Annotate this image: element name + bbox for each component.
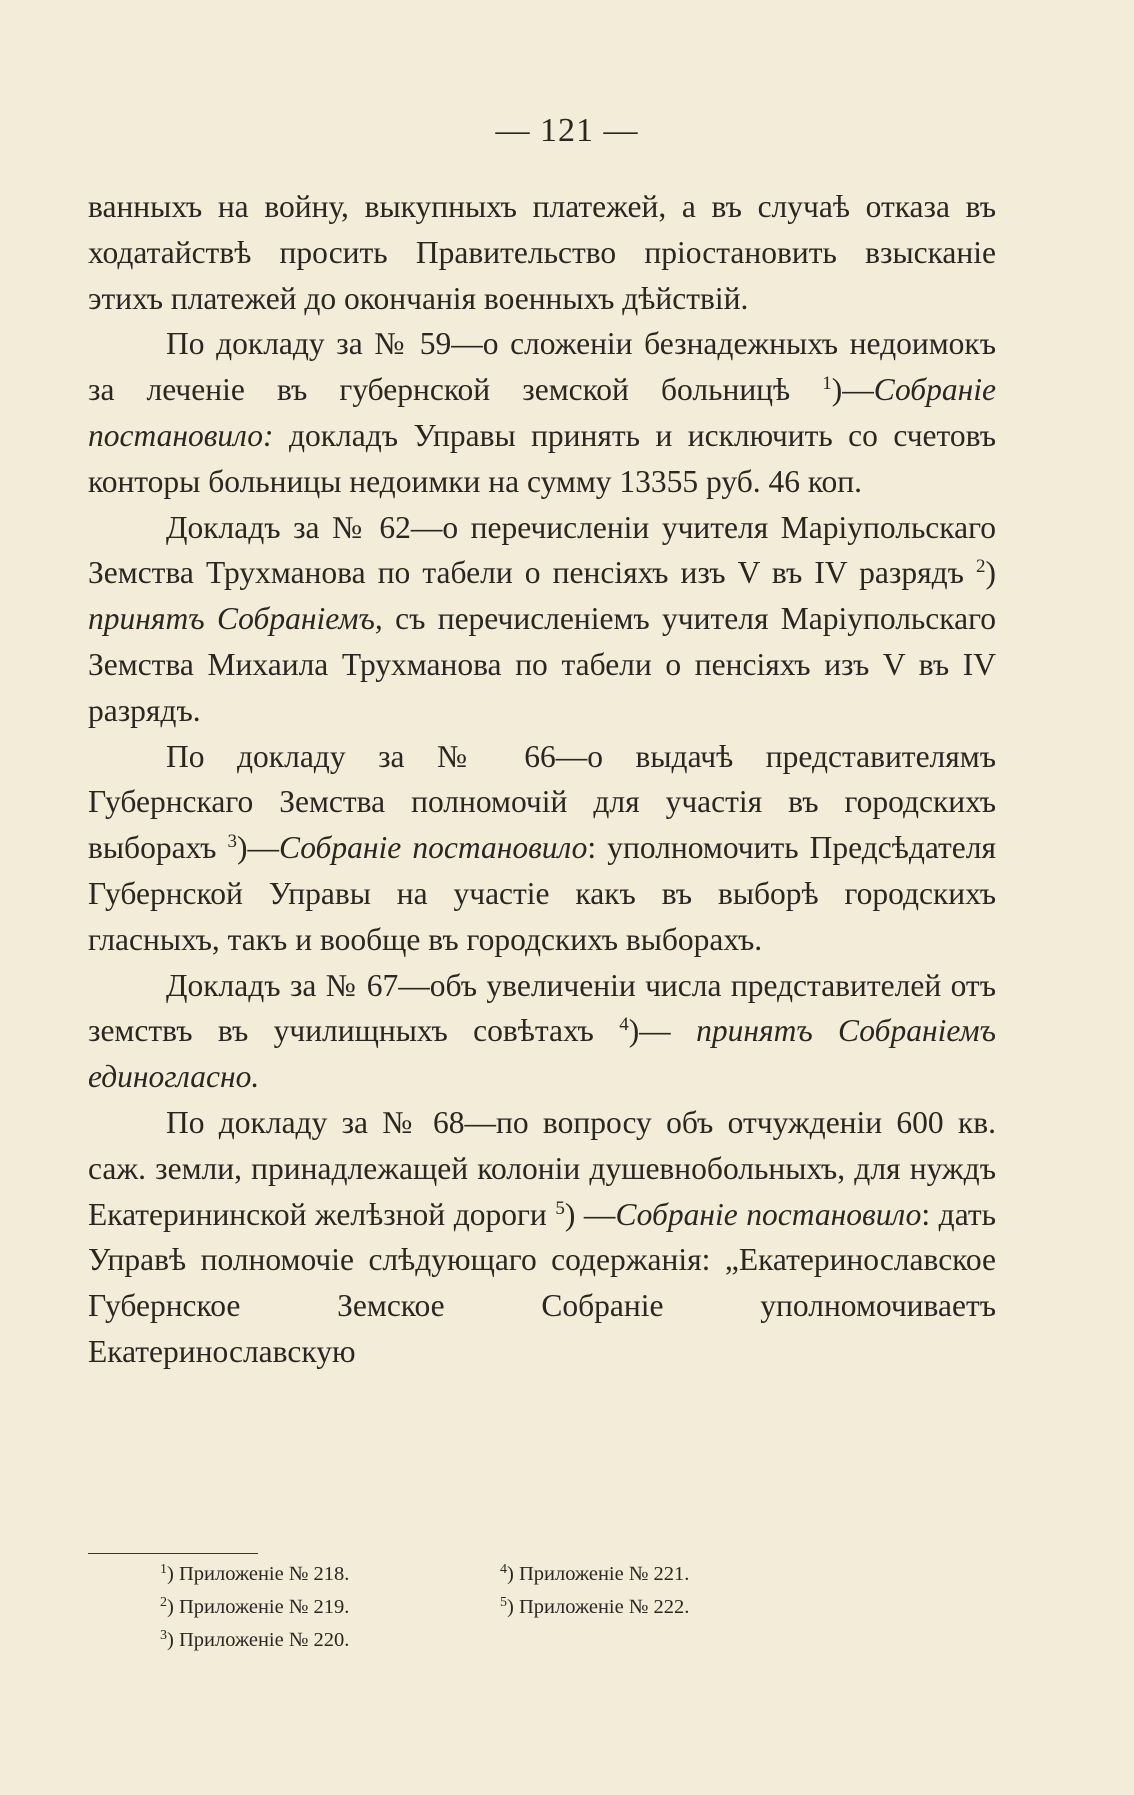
footnote-reference: 1	[822, 373, 832, 395]
footnotes-left-column	[160, 1558, 349, 1657]
footnote	[500, 1591, 689, 1624]
text-run: ванныхъ на войну, выкупныхъ платежей, а въ случаѣ отказа въ ходатайствѣ просить Правительство пріостановить взысканіе этихъ платежей до окончанія военныхъ дѣйствій.	[88, 189, 996, 316]
footnote-text: ) Приложеніе № 219.	[167, 1596, 350, 1618]
text-run: Докладъ за № 67—объ увеличеніи числа представителей отъ земствъ въ училищныхъ совѣтахъ	[88, 967, 996, 1049]
italic-text: Собраніе постановило:	[88, 372, 996, 453]
text-run: По докладу за № 59—о сложеніи безнадежныхъ недоимокъ за леченіе въ губернской земской больницѣ	[88, 326, 996, 408]
footnote-mark: 2	[160, 1595, 167, 1610]
italic-text: принятъ Собраніемъ единогласно.	[88, 1013, 996, 1095]
italic-text: Собраніе постановило	[278, 830, 588, 866]
footnote-mark: 4	[500, 1562, 507, 1577]
paragraph	[88, 321, 996, 504]
footnote-reference: 3	[227, 831, 237, 853]
footnote	[160, 1558, 349, 1591]
text-run: )—	[628, 1013, 697, 1049]
paragraph	[88, 505, 996, 734]
italic-text: Собраніе постановило	[615, 1196, 922, 1232]
footnote-text: ) Приложеніе № 222.	[507, 1596, 690, 1618]
footnote	[160, 1591, 349, 1624]
footnote-text: ) Приложеніе № 221.	[507, 1563, 690, 1585]
text-run: По докладу за № 68—по вопросу объ отчужденіи 600 кв. саж. земли, принадлежащей колоніи душевнобольныхъ, для нуждъ Екатерининской желѣзной дороги	[88, 1104, 996, 1232]
text-run: : уполномочить Предсѣдателя Губернской Управы на участіе какъ въ выборѣ городскихъ гласныхъ, такъ и вообще въ городскихъ выборахъ.	[88, 830, 996, 957]
text-run: докладъ Управы принять и исключить со счетовъ конторы больницы недоимки на сумму 13355 руб. 46 коп.	[88, 417, 996, 499]
footnote	[160, 1624, 349, 1657]
footnotes-right-column	[500, 1558, 689, 1624]
footnote-mark: 5	[500, 1595, 507, 1610]
footnote-text: ) Приложеніе № 220.	[167, 1629, 350, 1651]
text-run: )—	[831, 372, 874, 408]
footnote-reference: 2	[976, 556, 986, 578]
text-run: Докладъ за № 62—о перечисленіи учителя Маріупольскаго Земства Трухманова по табели о пенсіяхъ изъ V въ IV разрядъ	[88, 509, 996, 591]
text-run: : дать Управѣ полномочіе слѣдующаго содержанія: „Екатеринославское Губернское Земское Собраніе уполномочиваетъ Екатеринославскую	[88, 1196, 996, 1369]
text-run: По докладу за № 66—о выдачѣ представителямъ Губернскаго Земства полномочій для участія въ городскихъ выборахъ	[88, 738, 996, 866]
paragraph	[88, 184, 996, 321]
italic-text: принятъ Собраніемъ,	[88, 601, 383, 637]
text-run: )	[985, 555, 996, 591]
footnote-reference: 4	[619, 1014, 629, 1036]
footnote-reference: 5	[555, 1197, 565, 1219]
text-run: ) —	[564, 1196, 616, 1232]
page-number: — 121 —	[495, 112, 639, 149]
paragraph	[88, 963, 996, 1100]
footnote-mark: 1	[160, 1562, 167, 1577]
footnote-divider	[88, 1553, 258, 1554]
footnote-mark: 3	[160, 1628, 167, 1643]
text-run: съ перечисленіемъ учителя Маріупольскаго Земства Михаила Трухманова по табели о пенсіяхъ изъ V въ IV разрядъ.	[88, 601, 996, 728]
footnote-text: ) Приложеніе № 218.	[167, 1563, 350, 1585]
text-run: )—	[236, 830, 279, 866]
footnote	[500, 1558, 689, 1591]
body-text	[88, 184, 996, 1375]
paragraph	[88, 734, 996, 963]
paragraph	[88, 1100, 996, 1375]
